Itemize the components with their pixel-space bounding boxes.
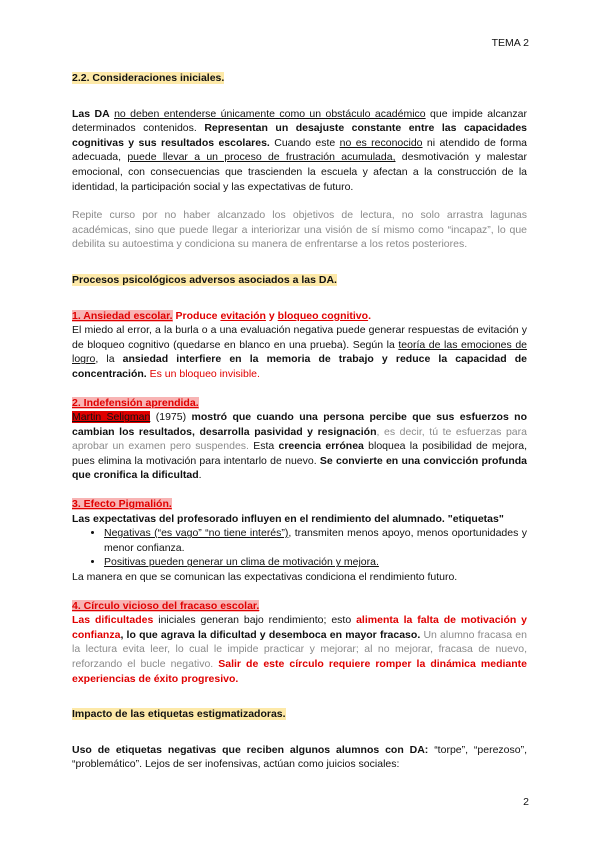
section-2-title: 2. Indefensión aprendida.: [72, 396, 199, 409]
section-2-body: Martin Seligman (1975) mostró que cuando una persona percibe que sus esfuerzos no cambian los resultados, desarrolla pasividad y resignación, es decir, tú te esfuerzas para aprobar un examen pero suspendes. Esta creencia errónea bloquea la posibilidad de mejora, pues elimina la motivación para intentarlo de nuevo. Se convierte en una convicción profunda que cronifica la dificultad.: [72, 411, 528, 482]
impact-title: Impacto de las etiquetas estigmatizadoras.: [72, 708, 286, 721]
expectations-list: [72, 526, 527, 570]
list-item: • Negativas (“es vago” “no tiene interés”), transmiten menos apoyo, menos oportunidades y menor confianza.: [104, 526, 527, 555]
processes-title: Procesos psicológicos adversos asociados a las DA.: [72, 273, 337, 286]
impact-body: Uso de etiquetas negativas que reciben algunos alumnos con DA: “torpe”, “perezoso”, “problemático”. Lejos de ser inofensivas, actúan como juicios sociales:: [72, 743, 528, 771]
document-body: [72, 71, 527, 772]
section-4-title: 4. Círculo vicioso del fracaso escolar.: [72, 599, 260, 612]
section-4-body: Las dificultades iniciales generan bajo rendimiento; esto alimenta la falta de motivación y confianza, lo que agrava la dificultad y desemboca en mayor fracaso. Un alumno fracasa en la lectura evita leer, lo cual le impide practicar y mejorar; al no mejorar, fracasa de nuevo, reforzando el bucle negativo. Salir de este círculo requiere romper la dinámica mediante experiencias de éxito progresivo.: [72, 614, 528, 685]
section-3-tail: La manera en que se comunican las expectativas condiciona el rendimiento futuro.: [72, 571, 458, 584]
page-number: 2: [523, 796, 529, 808]
list-item: • Positivas pueden generar un clima de motivación y mejora.: [104, 555, 527, 570]
section-3-title: 3. Efecto Pigmalión.: [72, 498, 172, 511]
section-3-lead: Las expectativas del profesorado influyen en el rendimiento del alumnado. "etiquetas": [72, 512, 504, 525]
intro-paragraph-1: Las DA no deben entenderse únicamente como un obstáculo académico que impide alcanzar determinados contenidos. Representan un desajuste constante entre las capacidades cognitivas y sus resultados escolares. Cuando este no es reconocido ni atendido de forma adecuada, puede llevar a un proceso de frustración acumulada, desmotivación y malestar emocional, con consecuencias que trascienden la escuela y afectan a la construcción de la identidad, la participación social y las expectativas de futuro.: [72, 107, 528, 193]
section-1-body: El miedo al error, a la burla o a una evaluación negativa puede generar respuestas de evitación y de bloqueo cognitivo (quedarse en blanco en una prueba). Según la teoría de las emociones de logro, la ansiedad interfiere en la memoria de trabajo y reduce la capacidad de concentración. Es un bloqueo invisible.: [72, 324, 528, 380]
section-1-title: 1. Ansiedad escolar. Produce evitación y bloqueo cognitivo.: [72, 309, 371, 322]
header-topic: TEMA 2: [491, 37, 529, 49]
section-title: 2.2. Consideraciones iniciales.: [72, 72, 225, 84]
intro-paragraph-2: Repite curso por no haber alcanzado los objetivos de lectura, no solo arrastra lagunas académicas, sino que puede llegar a interiorizar una visión de sí mismo como “incapaz”, lo que debilita su autoestima y condiciona su manera de enfrentarse a los retos posteriores.: [72, 209, 527, 251]
